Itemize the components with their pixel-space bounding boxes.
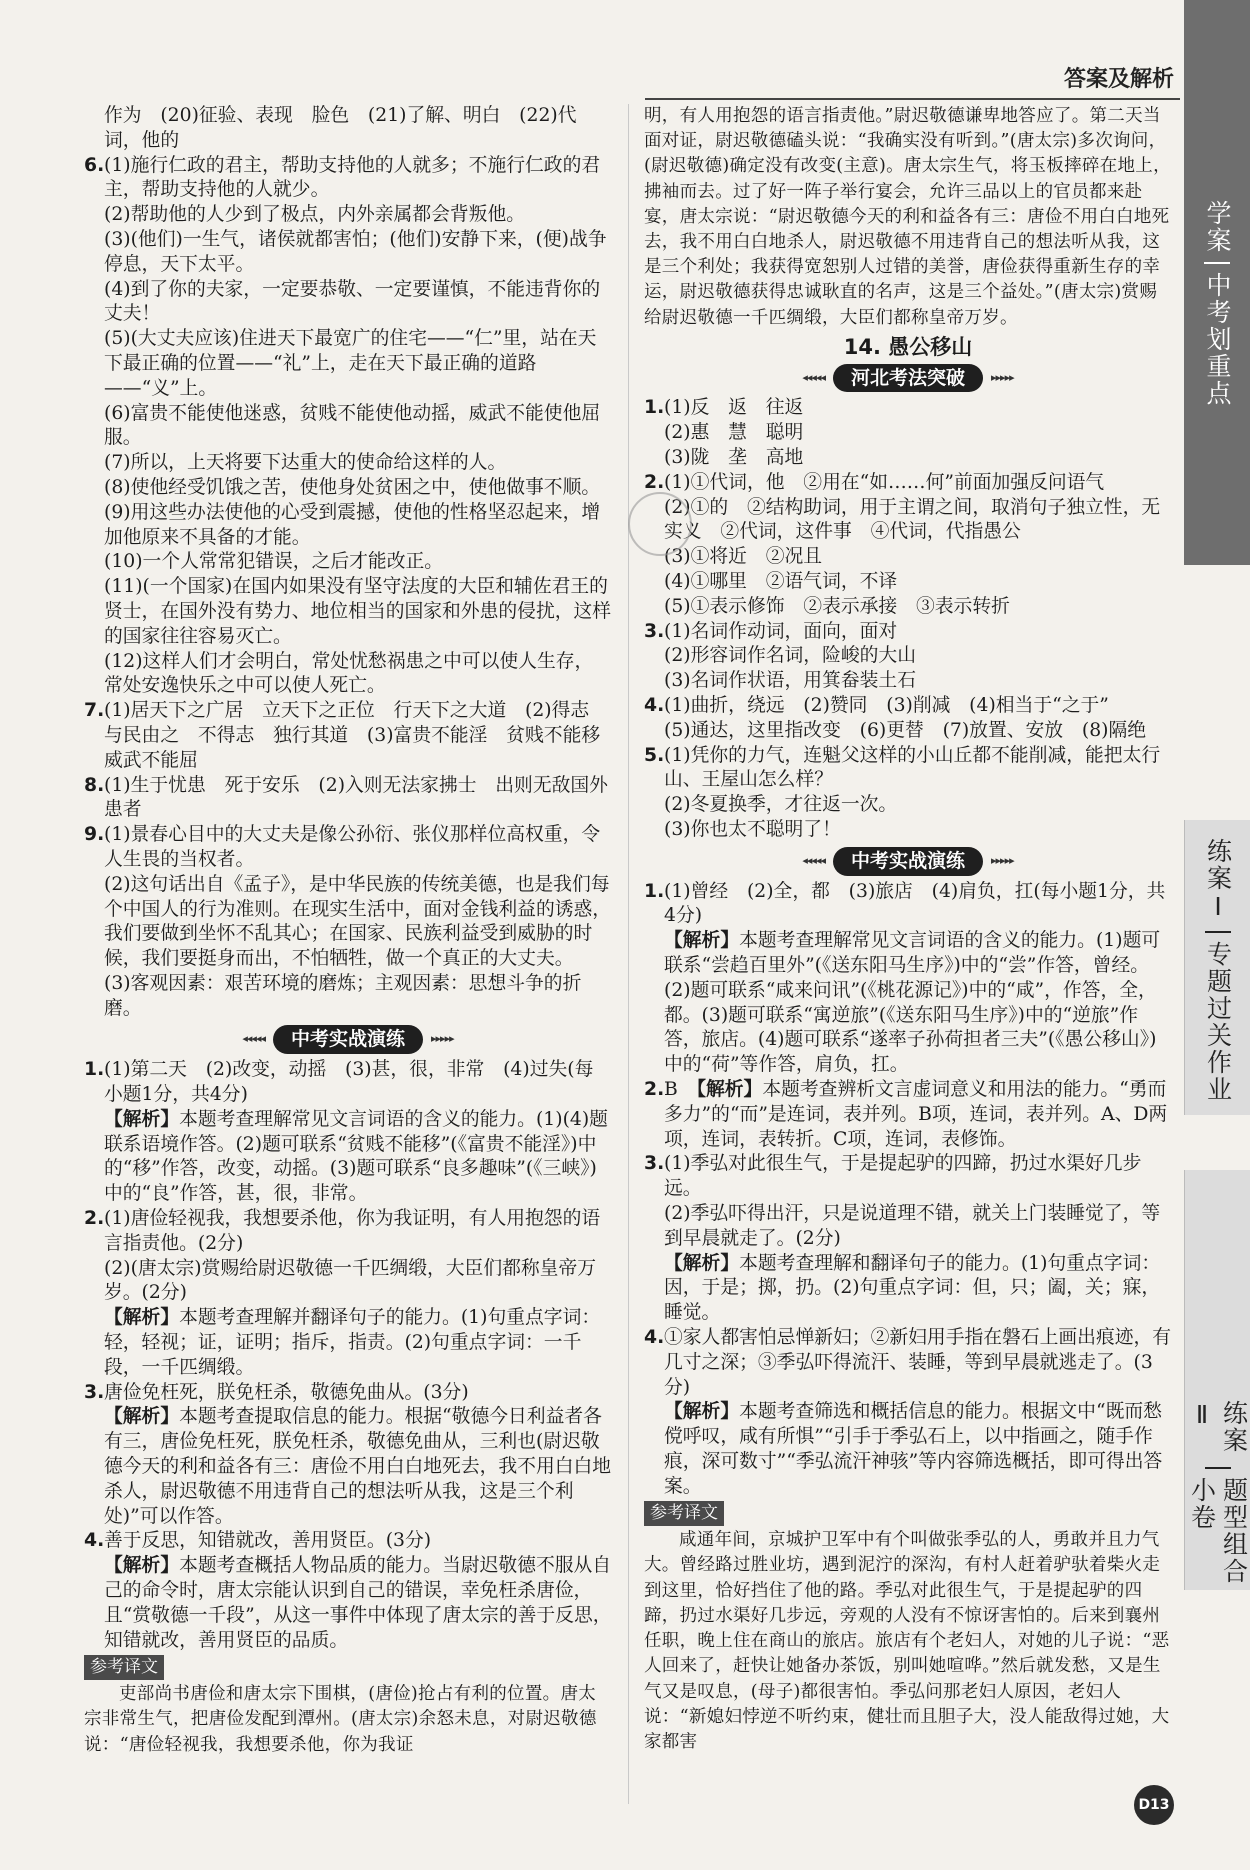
tab-separator (1205, 931, 1231, 933)
answer-line: (2)季弘吓得出汗，只是说道理不错，就关上门装睡觉了，等到早晨就走了。(2分) (664, 1202, 1161, 1249)
answer-line: (1)居天下之广居 立天下之正位 行天下之大道 (2)得志 与民由之 不得志 独行其道 (3)富贵不能淫 贫贱不能移 威武不能屈 (104, 700, 619, 771)
answer-line: (10)一个人常常犯错误，之后才能改正。 (104, 551, 444, 573)
section-badge-practice (84, 1025, 612, 1054)
continuation-line: 作为 (20)征验、表现 脸色 (21)了解、明白 (22)代词，他的 (104, 105, 577, 151)
practice-r4 (644, 1326, 1172, 1500)
answer-number: 1. (84, 1059, 105, 1081)
answer-line: (1)曾经 (2)全，都 (3)旅店 (4)肩负，扛(每小题1分，共4分) (664, 880, 1166, 927)
practice-r3 (644, 1152, 1172, 1326)
badge-deco-icon: ▸▸▸▸▸ (991, 853, 1014, 867)
answer-line: (1)反 返 往返 (664, 397, 804, 419)
answer-line: (1)季弘对此很生气，于是提起驴的四蹄，扔过水渠好几步远。 (664, 1153, 1142, 1200)
section-badge-practice (644, 847, 1172, 876)
analysis (664, 1400, 1172, 1499)
analysis-label: 【解析】 (104, 1406, 180, 1428)
answer-line: (2)这句话出自《孟子》，是中华民族的传统美德，也是我们每个中国人的行为准则。在现实生活中，面对金钱利益的诱惑，我们要做到坐怀不乱其心；在国家、民族利益受到威胁的时候，我们要挺身而出，不怕牺牲，做一个真正的大丈夫。 (104, 873, 612, 970)
hebei-1 (644, 396, 1172, 470)
analysis-label: 【解析】 (696, 1078, 763, 1100)
practice-r1 (644, 880, 1172, 1078)
answer-9 (84, 823, 612, 1021)
answer-line: (3)①将近 ②况且 (664, 546, 823, 568)
answer-choice: B (664, 1078, 678, 1100)
side-tabs (1184, 0, 1250, 1870)
translation-continuation: 明，有人用抱怨的语言指责他。”尉迟敬德谦卑地答应了。第二天当面对证，尉迟敬德磕头说：“我确实没有听到。”(唐太宗)多次询问，(尉迟敬德)确定没有改变(主意)。唐太宗生气，将玉板摔碎在地上，拂袖而去。过了好一阵子举行宴会，允许三品以上的官员都来赴宴，唐太宗说：“尉迟敬德今天的利和益各有三：唐俭不用白白地死去，我不用白白地杀人，尉迟敬德不用违背自己的想法听从我，这是三个利处；我获得宽恕别人过错的美誉，唐俭获得重新生存的幸运，尉迟敬德获得忠诚耿直的名声，这是三个益处。”(唐太宗)赏赐给尉迟敬德一千匹绸缎，大臣们都称皇帝万岁。 (644, 106, 1171, 328)
badge-deco-icon: ◂◂◂◂◂ (802, 853, 825, 867)
answer-line: (5)通达，这里指改变 (6)更替 (7)放置、安放 (8)隔绝 (664, 719, 1147, 741)
reference-translation: 咸通年间，京城护卫军中有个叫做张季弘的人，勇敢并且力气大。曾经路过胜业坊，遇到泥泞的深沟，有村人赶着驴驮着柴火走到这里，恰好挡住了他的路。季弘对此很生气，于是提起驴的四蹄，扔过水渠好几步远，旁观的人没有不惊讶害怕的。后来到襄州任职，晚上住在商山的旅店。旅店有个老妇人，对她的儿子说：“恶人回来了，赶快让她备办茶饭，别叫她喧哗。”然后就发愁，又是生气又是叹息，(母子)都很害怕。季弘问那老妇人原因，老妇人说：“新媳妇悖逆不听约束，健壮而且胆子大，没人能敌得过她，大家都害 (644, 1530, 1170, 1752)
answer-line: (4)①哪里 ②语气词，不译 (664, 571, 898, 592)
badge-label: 中考实战演练 (273, 1025, 423, 1054)
answer-number: 1. (644, 397, 665, 419)
answer-number: 4. (84, 1530, 105, 1552)
answer-number: 5. (644, 744, 665, 766)
practice-1 (84, 1058, 612, 1207)
badge-label: 中考实战演练 (833, 847, 983, 876)
practice-4 (84, 1529, 612, 1653)
answer-6 (84, 154, 612, 700)
answer-line: (8)使他经受饥饿之苦，使他身处贫困之中，使他做事不顺。 (104, 476, 601, 498)
badge-deco-icon: ◂◂◂◂◂ (242, 1032, 265, 1046)
answer-line: (1)生于忧患 死于安乐 (2)入则无法家拂士 出则无敌国外患者 (104, 774, 608, 821)
answer-line: (6)富贵不能使他迷惑，贫贱不能使他动摇，威武不能使他屈服。 (104, 402, 601, 449)
analysis-text: 本题考查理解常见文言词语的含义的能力。(1)题可联系“尝趋百里外”(《送东阳马生序》)中的“尝”作答，曾经。(2)题可联系“咸来问讯”(《桃花源记》)中的“咸”，作答，全，都。(3)题可联系“寓逆旅”(《送东阳马生序》)中的“逆旅”作答，旅店。(4)题可联系“遂率子孙荷担者三夫”(《愚公移山》)中的“荷”等作答，肩负，扛。 (664, 930, 1161, 1076)
answer-line: (4)到了你的夫家，一定要恭敬、一定要谨慎，不能违背你的丈夫！ (104, 278, 601, 325)
analysis-text: 本题考查理解并翻译句子的能力。(1)句重点字词：轻，轻视；证，证明；指斥，指责。(2)句重点字词：一千段，一千匹绸缎。 (104, 1307, 601, 1378)
tab-xuean-bottom: 中考划重点 (1203, 272, 1232, 407)
answer-line: (1)名词作动词，面向，面对 (664, 620, 898, 642)
answer-number: 1. (644, 880, 665, 902)
analysis-text: 本题考查理解和翻译句子的能力。(1)句重点字词：因，于是；掷，扔。(2)句重点字词：但，只；阖，关；寐，睡觉。 (664, 1252, 1161, 1324)
analysis-text: 本题考查辨析文言虚词意义和用法的能力。“勇而多力”的“而”是连词，表并列。B项，连词，表并列。A、D两项，连词，表转折。C项，连词，表修饰。 (664, 1078, 1168, 1150)
answer-line: (3)(他们)一生气，诸侯就都害怕；(他们)安静下来，(便)战争停息，天下太平。 (104, 228, 607, 275)
analysis-label: 【解析】 (664, 930, 740, 952)
answer-number: 3. (84, 1381, 105, 1403)
practice-3 (84, 1381, 612, 1530)
tab-lianan-2-top: 练案Ⅱ (1187, 1400, 1249, 1454)
answer-line: (2)①的 ②结构助词，用于主谓之间，取消句子独立性，无实义 ②代词，这件事 ④代词，代指愚公 (664, 496, 1161, 543)
answer-line: (2)形容词作名词，险峻的大山 (664, 645, 916, 667)
answer-number: 4. (644, 1326, 665, 1348)
analysis (104, 1554, 612, 1653)
answer-line: (2)帮助他的人少到了极点，内外亲属都会背叛他。 (104, 204, 526, 226)
answer-number: 6. (84, 154, 105, 176)
tab-lianan-2[interactable] (1184, 1170, 1250, 1590)
hebei-4 (644, 694, 1172, 744)
tab-separator (1205, 1467, 1231, 1468)
answer-line: (1)施行仁政的君主，帮助支持他的人就多；不施行仁政的君主，帮助支持他的人就少。 (104, 154, 601, 201)
answer-number: 3. (644, 1153, 665, 1175)
answer-line: (9)用这些办法使他的心受到震撼，使他的性格坚忍起来，增加他原来不具备的才能。 (104, 501, 601, 548)
answer-line: (5)(大丈夫应该)住进天下最宽广的住宅——“仁”里，站在天下最正确的位置——“礼”上，走在天下最正确的道路——“义”上。 (104, 328, 597, 399)
tab-lianan-2-bottom: 题型组合小卷 (1187, 1476, 1249, 1585)
analysis-label: 【解析】 (104, 1555, 180, 1577)
answer-number: 2. (84, 1208, 105, 1230)
analysis-text: 本题考查概括人物品质的能力。当尉迟敬德不服从自己的命令时，唐太宗能认识到自己的错误，幸免枉杀唐俭，且“赏敬德一千段”，从这一事件中体现了唐太宗的善于反思，知错就改，善用贤臣的品质。 (104, 1555, 612, 1651)
badge-deco-icon: ▸▸▸▸▸ (431, 1032, 454, 1046)
answer-line: (3)客观因素：艰苦环境的磨炼；主观因素：思想斗争的折磨。 (104, 972, 582, 1019)
analysis-label: 【解析】 (664, 1252, 740, 1274)
answer-number: 9. (84, 824, 105, 846)
tab-lianan-1[interactable] (1184, 820, 1250, 1115)
badge-deco-icon: ◂◂◂◂◂ (802, 370, 825, 384)
analysis-text: 本题考查提取信息的能力。根据“敬德今日利益者各有三，唐俭免枉死，朕免枉杀，敬德免曲从，三利也(尉迟敬德今天的利和益各有三：唐俭不用白白地死去，我不用白白地杀人，尉迟敬德不用违背自己的想法听从我，这是三个利处)”可以作答。 (104, 1406, 612, 1527)
hebei-2 (644, 471, 1172, 620)
answer-number: 8. (84, 774, 105, 796)
answer-line: 善于反思，知错就改，善用贤臣。(3分) (104, 1530, 432, 1552)
badge-deco-icon: ▸▸▸▸▸ (991, 370, 1014, 384)
practice-r2 (644, 1078, 1172, 1152)
left-column (84, 104, 619, 1758)
answer-number: 4. (644, 694, 665, 716)
analysis-text: 本题考查筛选和概括信息的能力。根据文中“既而愁傥呼叹，咸有所惧”“引手于季弘石上，以中指画之，随手作痕，深可数寸”“季弘流汗神骇”等内容筛选概括，即可得出答案。 (664, 1401, 1163, 1497)
tab-separator (1204, 262, 1230, 264)
tab-lianan-1-top: 练案Ⅰ (1203, 838, 1233, 923)
answer-line: (1)第二天 (2)改变，动摇 (3)甚，很，非常 (4)过失(每小题1分，共4分) (104, 1059, 594, 1106)
answer-line: (1)唐俭轻视我，我想要杀他，你为我证明，有人用抱怨的语言指责他。(2分) (104, 1208, 601, 1254)
analysis-label: 【解析】 (104, 1108, 180, 1130)
tab-xuean-top: 学案 (1203, 200, 1232, 254)
analysis (104, 1108, 612, 1207)
answer-number: 2. (644, 471, 665, 493)
answer-7 (84, 699, 619, 773)
answer-line: (11)(一个国家)在国内如果没有坚守法度的大臣和辅佐君王的贤士，在国外没有势力、地位相当的国家和外患的侵扰，这样的国家往往容易灭亡。 (104, 576, 612, 647)
answer-number: 7. (84, 700, 105, 722)
column-divider (628, 104, 629, 1804)
answer-line: (1)①代词，他 ②用在“如……何”前面加强反问语气 (664, 471, 1105, 493)
tab-lianan-1-bottom: 专题过关作业 (1203, 941, 1233, 1103)
answer-line: (12)这样人们才会明白，常处忧愁祸患之中可以使人生存，常处安逸快乐之中可以使人死亡。 (104, 650, 594, 697)
analysis-label: 【解析】 (664, 1401, 740, 1423)
answer-line: (3)陇 垄 高地 (664, 447, 804, 469)
answer-line: (2)惠 慧 聪明 (664, 422, 804, 444)
practice-2 (84, 1207, 612, 1381)
section-title: 14. 愚公移山 (843, 334, 973, 359)
page-number: D13 (1134, 1785, 1174, 1825)
analysis (664, 1252, 1172, 1326)
answer-line: (5)①表示修饰 ②表示承接 ③表示转折 (664, 595, 1010, 617)
answer-line: (7)所以，上天将要下达重大的使命给这样的人。 (104, 452, 507, 474)
answer-number: 3. (644, 620, 665, 642)
analysis (104, 1405, 612, 1529)
seal-stamp-icon (628, 492, 692, 556)
answer-line: (2)冬夏换季，才往返一次。 (664, 794, 898, 816)
answer-number: 2. (644, 1078, 665, 1100)
reference-translation-label: 参考译文 (644, 1501, 724, 1526)
right-column (644, 104, 1172, 1755)
reference-translation: 吏部尚书唐俭和唐太宗下围棋，(唐俭)抢占有利的位置。唐太宗非常生气，把唐俭发配到潭州。(唐太宗)余怒未息，对尉迟敬德说：“唐俭轻视我，我想要杀他，你为我证 (84, 1684, 597, 1755)
analysis (664, 929, 1172, 1078)
reference-translation-label: 参考译文 (84, 1655, 164, 1680)
answer-8 (84, 774, 612, 824)
answer-line: (3)你也太不聪明了！ (664, 818, 841, 840)
hebei-5 (644, 744, 1172, 843)
answer-line: (1)景春心目中的大丈夫是像公孙衍、张仪那样位高权重，令人生畏的当权者。 (104, 824, 601, 870)
header-rule (645, 98, 1180, 100)
page-header-title: 答案及解析 (1063, 67, 1174, 92)
hebei-3 (644, 620, 1172, 694)
answer-line: (3)名词作状语，用箕畚装土石 (664, 670, 916, 692)
answer-line: (1)凭你的力气，连魁父这样的小山丘都不能削减，能把太行山、王屋山怎么样？ (664, 744, 1161, 791)
analysis-text: 本题考查理解常见文言词语的含义的能力。(1)(4)题联系语境作答。(2)题可联系“贫贱不能移”(《富贵不能淫》)中的“移”作答，改变，动摇。(3)题可联系“良多趣味”(《三峡》)中的“良”作答，甚，很，非常。 (104, 1108, 608, 1205)
answer-line: ①家人都害怕忌惮新妇；②新妇用手指在磐石上画出痕迹，有几寸之深；③季弘吓得流汗、装睡，等到早晨就逃走了。(3分) (664, 1326, 1172, 1398)
answer-line: (2)(唐太宗)赏赐给尉迟敬德一千匹绸缎，大臣们都称皇帝万岁。(2分) (104, 1257, 597, 1304)
section-badge-hebei (644, 364, 1172, 393)
analysis (664, 1078, 1172, 1152)
tab-xuean[interactable] (1184, 0, 1250, 565)
analysis (104, 1306, 612, 1380)
answer-line: 唐俭免枉死，朕免枉杀，敬德免曲从。(3分) (104, 1381, 469, 1403)
badge-label: 河北考法突破 (833, 364, 983, 393)
answer-line: (1)曲折，绕远 (2)赞同 (3)削减 (4)相当于“之于” (664, 694, 1109, 716)
analysis-label: 【解析】 (104, 1307, 180, 1329)
